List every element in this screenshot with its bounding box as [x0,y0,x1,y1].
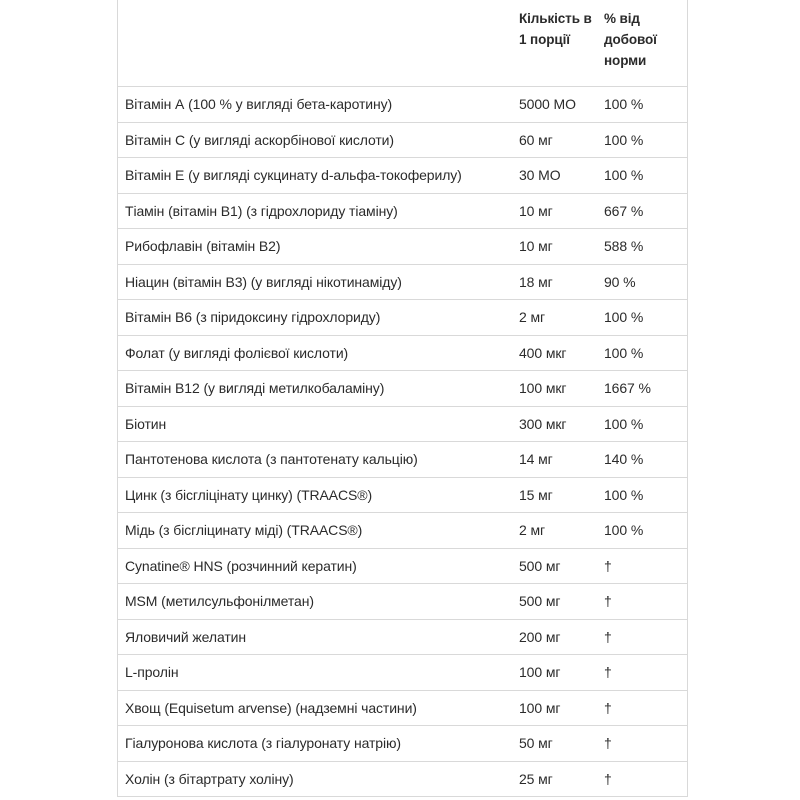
amount-cell: 10 мг [519,238,553,255]
daily-value-cell: † [604,770,612,787]
table-row [118,478,687,514]
header-daily-value-cell: % від добової норми [604,11,657,68]
nutrient-name-cell: Ніацин (вітамін В3) (у вигляді нікотинаміду) [125,273,402,290]
amount-cell: 500 мг [519,557,561,574]
daily-value-cell: † [604,699,612,716]
amount-cell: 14 мг [519,451,553,468]
daily-value-cell: 100 % [604,522,644,539]
nutrient-name-cell: MSM (метилсульфонілметан) [125,593,314,610]
amount-cell: 2 мг [519,522,546,539]
daily-value-cell: 90 % [604,273,636,290]
amount-cell: 25 мг [519,770,553,787]
table-row [118,726,687,762]
nutrient-name-cell: Гіалуронова кислота (з гіалуронату натрію) [125,735,401,752]
nutrient-name-cell: Біотин [125,415,167,432]
daily-value-cell: 100 % [604,309,644,326]
amount-cell: 500 мг [519,593,561,610]
nutrient-name-cell: L-пролін [125,664,179,681]
nutrient-name-cell: Cynatine® HNS (розчинний кератин) [125,557,357,574]
amount-cell: 100 мг [519,664,561,681]
daily-value-cell: † [604,735,612,752]
table-row [118,123,687,159]
table-row [118,655,687,691]
daily-value-cell: † [604,557,612,574]
nutrient-name-cell: Рибофлавін (вітамін В2) [125,238,281,255]
table-row [118,87,687,123]
daily-value-cell: † [604,628,612,645]
nutrient-name-cell: Вітамін Е (у вигляді сукцинату d-альфа-токоферилу) [125,167,462,184]
daily-value-cell: 1667 % [604,380,651,397]
daily-value-cell: † [604,664,612,681]
nutrient-name-cell: Цинк (з бісгліцінату цинку) (TRAACS®) [125,486,373,503]
amount-cell: 30 МО [519,167,561,184]
nutrient-name-cell: Вітамін А (100 % у вигляді бета-каротину) [125,96,393,113]
table-row [118,194,687,230]
table-row [118,336,687,372]
table-row [118,549,687,585]
daily-value-cell: 100 % [604,415,644,432]
header-amount-cell: Кількість в 1 порції [519,11,592,47]
nutrient-name-cell: Вітамін С (у вигляді аскорбінової кислоти) [125,131,394,148]
table-row [118,229,687,265]
daily-value-cell: 100 % [604,344,644,361]
table-header-row [118,0,687,87]
supplement-facts-table [117,0,688,797]
daily-value-cell: 667 % [604,202,644,219]
table-row [118,513,687,549]
amount-cell: 300 мкг [519,415,567,432]
table-body [118,87,687,797]
amount-cell: 15 мг [519,486,553,503]
daily-value-cell: 100 % [604,96,644,113]
amount-cell: 18 мг [519,273,553,290]
table-row [118,300,687,336]
table-row [118,762,687,798]
table-row [118,620,687,656]
table-row [118,584,687,620]
daily-value-cell: 100 % [604,131,644,148]
daily-value-cell: † [604,593,612,610]
daily-value-cell: 100 % [604,486,644,503]
daily-value-cell: 100 % [604,167,644,184]
nutrient-name-cell: Тіамін (вітамін В1) (з гідрохлориду тіаміну) [125,202,398,219]
amount-cell: 100 мг [519,699,561,716]
nutrient-name-cell: Пантотенова кислота (з пантотенату кальцію) [125,451,418,468]
amount-cell: 5000 МО [519,96,576,113]
table-row [118,442,687,478]
nutrient-name-cell: Хвощ (Equisetum arvense) (надземні частини) [125,699,417,716]
daily-value-cell: 140 % [604,451,644,468]
amount-cell: 50 мг [519,735,553,752]
amount-cell: 200 мг [519,628,561,645]
table-row [118,691,687,727]
table-row [118,407,687,443]
nutrient-name-cell: Вітамін В12 (у вигляді метилкобаламіну) [125,380,385,397]
nutrient-name-cell: Яловичий желатин [125,628,247,645]
table-row [118,265,687,301]
amount-cell: 60 мг [519,131,553,148]
table-row [118,371,687,407]
nutrient-name-cell: Вітамін В6 (з піридоксину гідрохлориду) [125,309,381,326]
table-row [118,158,687,194]
amount-cell: 2 мг [519,309,546,326]
nutrient-name-cell: Холін (з бітартрату холіну) [125,770,294,787]
nutrient-name-cell: Мідь (з бісгліцинату міді) (TRAACS®) [125,522,363,539]
amount-cell: 10 мг [519,202,553,219]
amount-cell: 400 мкг [519,344,567,361]
amount-cell: 100 мкг [519,380,567,397]
nutrient-name-cell: Фолат (у вигляді фолієвої кислоти) [125,344,349,361]
daily-value-cell: 588 % [604,238,644,255]
